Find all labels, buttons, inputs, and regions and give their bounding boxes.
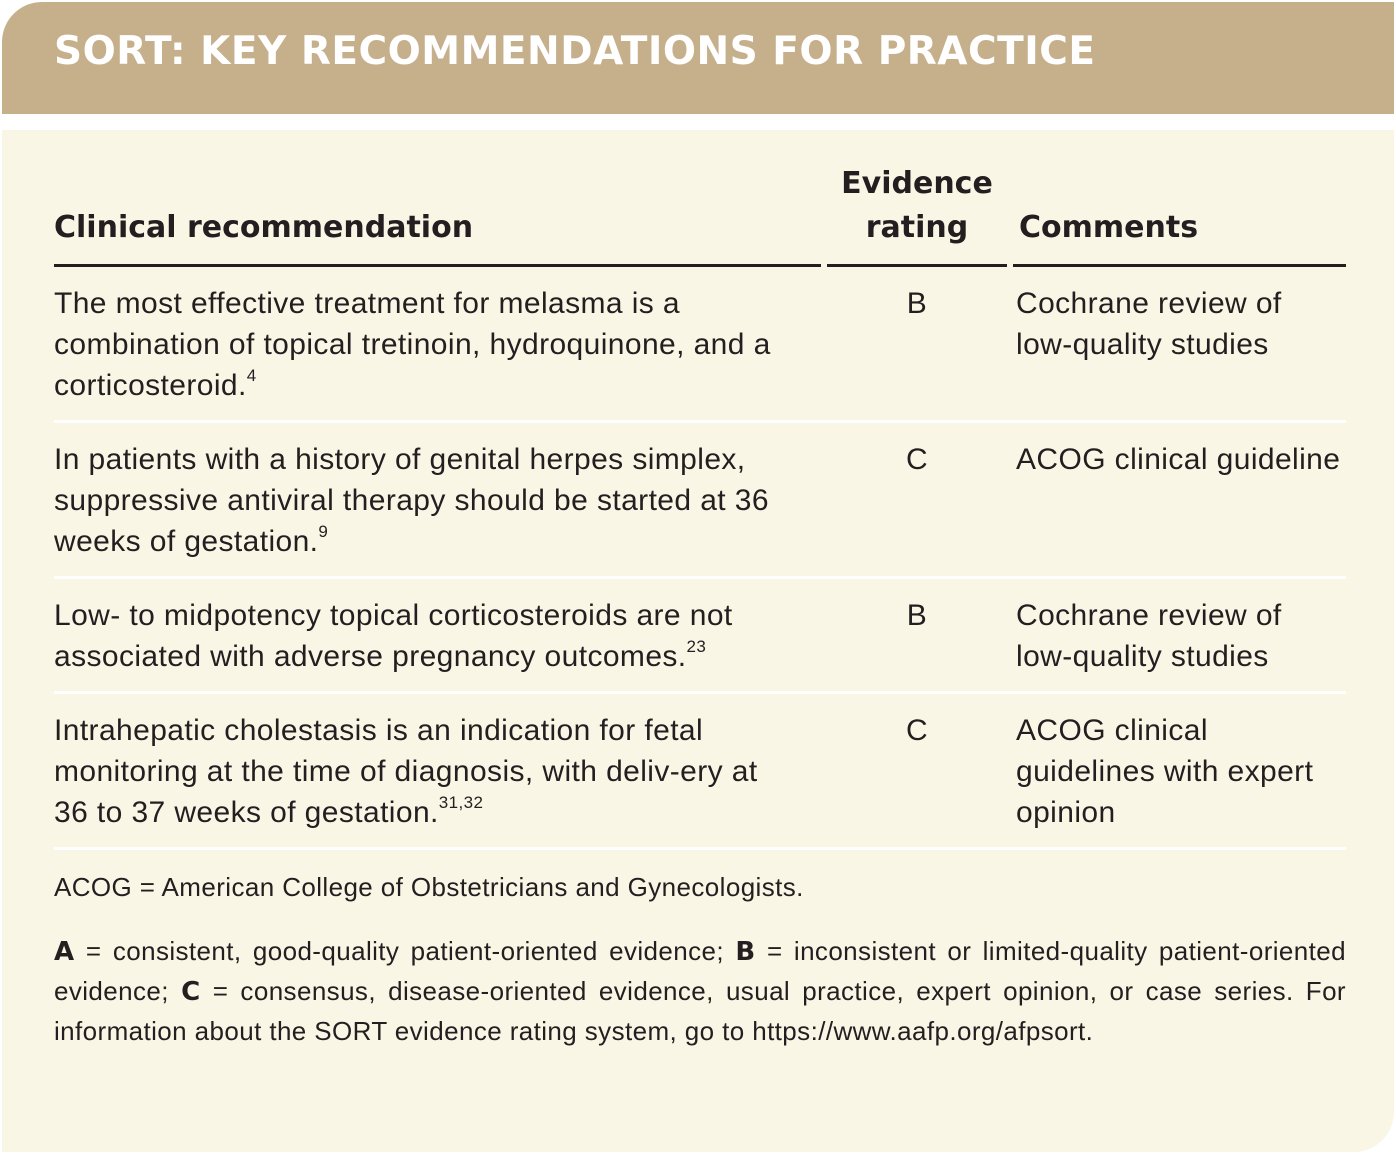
sort-card: [2, 2, 1394, 1152]
legend-letter-b: B: [735, 937, 756, 967]
recommendation-text: In patients with a history of genital herpes simplex, suppressive antiviral therapy should be started at 36 weeks of gestation.: [54, 443, 769, 558]
comment-cell: ACOG clinical guideline: [1010, 422, 1346, 578]
table-row: [54, 578, 1346, 693]
recommendation-cell: [54, 422, 824, 578]
banner-title: SORT: KEY RECOMMENDATIONS FOR PRACTICE: [54, 28, 1096, 74]
legend-text-b: = inconsistent or limited-quality patient-oriented evidence;: [54, 936, 1346, 1006]
table-row: [54, 693, 1346, 848]
table-bottom-divider: [54, 847, 1346, 850]
legend-letter-c: C: [181, 977, 201, 1007]
table-row: [54, 422, 1346, 578]
banner: [2, 2, 1394, 130]
comment-cell: Cochrane review of low-quality studies: [1016, 287, 1282, 361]
reference-marker: 4: [246, 366, 257, 385]
rating-cell: B: [824, 578, 1010, 693]
legend-text-a: = consistent, good-quality patient-oriented evidence;: [74, 936, 736, 966]
recommendation-text: The most effective treatment for melasma is a combination of topical tretinoin, hydroquinone, and a corticosteroid.: [54, 287, 771, 402]
comment-cell: ACOG clinical guidelines with expert opinion: [1010, 693, 1346, 848]
rating-legend: [54, 932, 1346, 1051]
header-row: [54, 130, 1346, 266]
recommendation-cell: [54, 266, 824, 422]
recommendation-cell: [54, 693, 824, 848]
header-rating-line1: Evidence: [841, 166, 993, 201]
header-comments: Comments: [1010, 130, 1346, 266]
header-rating-line2: rating: [865, 210, 969, 245]
legend-text-c: = consensus, disease-oriented evidence, usual practice, expert opinion, or case series. For information about the SORT evidence rating system, go to https://www.aafp.org/afpsort.: [54, 976, 1346, 1046]
reference-marker: 9: [318, 522, 329, 541]
rating-cell: C: [824, 422, 1010, 578]
reference-marker: 23: [686, 637, 707, 656]
content: [54, 130, 1346, 1077]
recommendation-text: Low- to midpotency topical corticosteroids are not associated with adverse pregnancy outcomes.: [54, 599, 733, 673]
header-rating: [824, 130, 1010, 266]
reference-marker: 31,32: [438, 793, 484, 812]
comment-cell: Cochrane review of low-quality studies: [1010, 578, 1346, 693]
rating-cell: C: [824, 693, 1010, 848]
header-recommendation: Clinical recommendation: [54, 130, 824, 266]
recommendation-text: Intrahepatic cholestasis is an indication for fetal monitoring at the time of diagnosis, with deliv-ery at 36 to 37 weeks of gestation.: [54, 714, 758, 829]
table-row: [54, 266, 1346, 422]
recommendation-cell: [54, 578, 824, 693]
rating-cell: B: [906, 287, 928, 320]
recommendations-table: [54, 130, 1346, 847]
abbreviation-footnote: ACOG = American College of Obstetricians and Gynecologists.: [54, 872, 804, 902]
legend-letter-a: A: [54, 937, 75, 967]
